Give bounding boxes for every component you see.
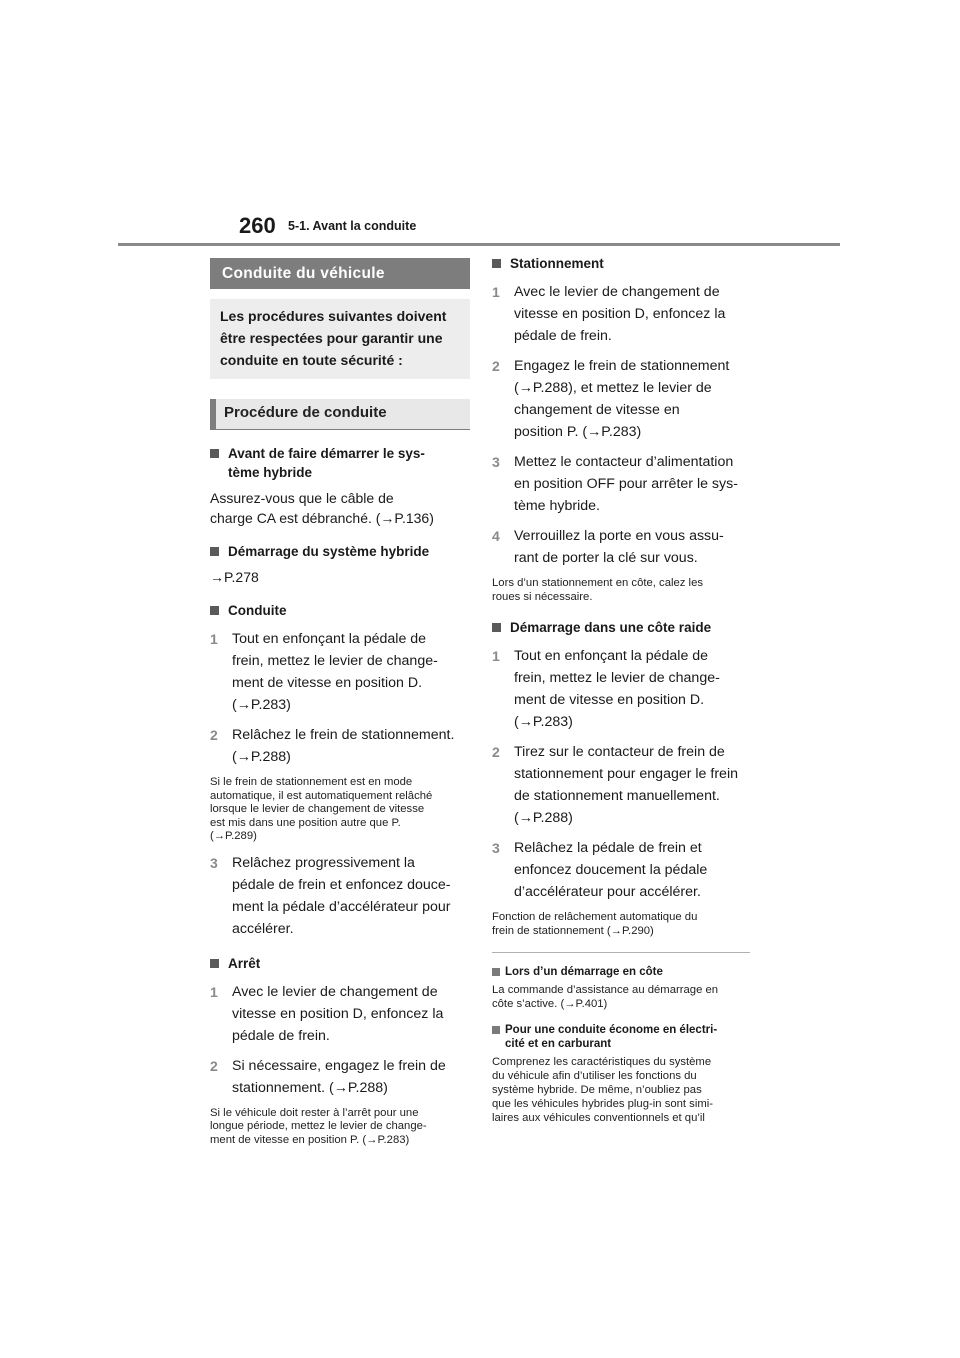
text-line: Verrouillez la porte en vous assu- — [514, 528, 724, 544]
steps-conduite — [210, 628, 470, 768]
text-line: (→P.283) — [232, 697, 291, 713]
text-line: automatique, il est automatiquement relâché — [210, 789, 433, 802]
text-line: être respectées pour garantir une — [220, 330, 443, 346]
step-text — [514, 525, 750, 569]
text-line: cité et en carburant — [505, 1038, 612, 1050]
text-line: accélérer. — [232, 920, 294, 937]
step-item — [210, 981, 470, 1047]
step-text — [232, 981, 470, 1047]
text-line: (→P.283) — [514, 714, 573, 730]
text-line: stationnement. (→P.288) — [232, 1079, 388, 1096]
text-line: frein, mettez le levier de change- — [514, 670, 720, 686]
text-line: Lors d’un stationnement en côte, calez les — [492, 577, 704, 589]
step-item — [492, 281, 750, 347]
step-text — [514, 451, 750, 517]
heading-arret: Arrêt — [210, 954, 470, 973]
step-text — [514, 645, 750, 733]
step-item — [210, 628, 470, 716]
text-line: Si le véhicule doit rester à l’arrêt pour une — [210, 1106, 419, 1119]
step-text — [514, 355, 750, 443]
text-line: Tirez sur le contacteur de frein de — [514, 744, 725, 760]
text-line: (→P.288) — [514, 810, 573, 826]
text-line: Avec le levier de changement de — [514, 284, 720, 300]
text-line: ment la pédale d’accélérateur pour — [232, 898, 451, 915]
paragraph-econome — [492, 1055, 750, 1125]
square-bullet-icon — [210, 547, 219, 556]
square-bullet-icon — [210, 449, 219, 458]
reference-demarrage: →P.278 — [210, 569, 259, 585]
text-line: conduite en toute sécurité : — [220, 352, 403, 368]
text-line: vitesse en position D, enfoncez la — [514, 306, 726, 322]
text-line: du véhicule afin d’utiliser les fonctions du — [492, 1070, 697, 1082]
square-bullet-icon — [492, 968, 500, 976]
step-item — [210, 724, 470, 768]
text-line: ment de vitesse en position P. (→P.283) — [210, 1133, 410, 1146]
step-number: 2 — [210, 1057, 218, 1074]
text-line: charge CA est débranché. (→P.136) — [210, 510, 434, 526]
note-arret — [210, 1107, 470, 1148]
step-text — [514, 837, 750, 903]
step-item — [492, 451, 750, 517]
intro-box — [210, 299, 470, 379]
text-line: vitesse en position D, enfoncez la — [232, 1005, 444, 1022]
divider — [492, 952, 750, 953]
heading-stationnement: Stationnement — [492, 254, 750, 273]
step-number: 4 — [492, 528, 500, 544]
text-line: côte s’active. (→P.401) — [492, 998, 608, 1010]
text-line: pédale de frein. — [232, 1027, 330, 1044]
step-number: 2 — [492, 358, 500, 374]
text-line: est mis dans une position autre que P. — [210, 816, 401, 829]
text-line: en position OFF pour arrêter le sys- — [514, 476, 738, 492]
header-rule — [118, 243, 840, 246]
step-number: 1 — [210, 983, 218, 1000]
paragraph-avant-demarrer — [210, 488, 470, 528]
square-bullet-icon — [210, 606, 219, 615]
note-cote — [492, 911, 750, 938]
subsection-title: Procédure de conduite — [210, 399, 470, 430]
text-line: Fonction de relâchement automatique du — [492, 911, 698, 923]
text-line: Mettez le contacteur d’alimentation — [514, 454, 734, 470]
text-line: laires aux véhicules conventionnels et qu’il — [492, 1112, 705, 1124]
text-line: Avec le levier de changement de — [232, 983, 438, 1000]
step-item — [492, 645, 750, 733]
step-number: 1 — [210, 631, 218, 647]
step-item — [492, 355, 750, 443]
step-text — [232, 628, 470, 716]
text-line: Comprenez les caractéristiques du système — [492, 1056, 712, 1068]
text-line: roues si nécessaire. — [492, 590, 593, 603]
text-line: système hybride. De même, n’oubliez pas — [492, 1084, 702, 1096]
heading-conduite: Conduite — [210, 601, 470, 620]
note-stationnement — [492, 577, 750, 604]
text-line: enfoncez doucement la pédale — [514, 862, 708, 878]
text-line: La commande d’assistance au démarrage en — [492, 984, 719, 996]
step-item — [492, 741, 750, 829]
text-line: ment de vitesse en position D. — [514, 692, 705, 708]
text-line: que les véhicules hybrides plug-in sont simi- — [492, 1098, 714, 1110]
text-line: Si le frein de stationnement est en mode — [210, 776, 413, 788]
square-bullet-icon — [492, 623, 501, 632]
text-line: changement de vitesse en — [514, 402, 680, 418]
square-bullet-icon — [492, 1026, 500, 1034]
text-line: ment de vitesse en position D. — [232, 675, 423, 691]
small-heading-lors-demarrage: Lors d’un démarrage en côte — [492, 965, 750, 979]
left-column — [210, 258, 470, 1147]
steps-cote — [492, 645, 750, 903]
text-line: Pour une conduite économe en électri- — [505, 1024, 718, 1036]
text-line: Relâchez progressivement la — [232, 854, 415, 871]
text-line: frein de stationnement (→P.290) — [492, 924, 654, 937]
text-line: Tout en enfonçant la pédale de — [232, 631, 427, 647]
step-conduite-3 — [210, 852, 470, 940]
text-line: Engagez le frein de stationnement — [514, 358, 730, 374]
step-number: 3 — [492, 454, 500, 470]
steps-stationnement — [492, 281, 750, 569]
text-line: Tout en enfonçant la pédale de — [514, 648, 709, 664]
heading-avant-demarrer — [210, 444, 470, 482]
text-line: Assurez-vous que le câble de — [210, 490, 394, 506]
text-line: frein, mettez le levier de change- — [232, 653, 438, 669]
step-text — [514, 281, 750, 347]
step-text — [514, 741, 750, 829]
text-line: Relâchez le frein de stationnement. — [232, 727, 455, 743]
text-line: position P. (→P.283) — [514, 424, 642, 440]
step-text — [232, 724, 470, 768]
steps-arret — [210, 981, 470, 1099]
text-line: tème hybride. — [514, 498, 600, 514]
heading-cote-raide: Démarrage dans une côte raide — [492, 618, 750, 637]
step-number: 1 — [492, 648, 500, 664]
text-line: Avant de faire démarrer le sys- — [228, 446, 425, 461]
square-bullet-icon — [210, 959, 219, 968]
text-line: rant de porter la clé sur vous. — [514, 550, 698, 566]
step-number: 3 — [210, 854, 218, 871]
text-line: d’accélérateur pour accélérer. — [514, 884, 701, 900]
text-line: stationnement pour engager le frein — [514, 766, 738, 782]
step-item — [492, 837, 750, 903]
page-number: 260 — [239, 213, 276, 238]
text-line: longue période, mettez le levier de change- — [210, 1120, 427, 1132]
text-line: Relâchez la pédale de frein et — [514, 840, 702, 856]
text-line: pédale de frein et enfoncez douce- — [232, 876, 451, 893]
text-line: Les procédures suivantes doivent — [220, 308, 447, 324]
text-line: tème hybride — [228, 465, 313, 480]
text-line: lorsque le levier de changement de vitesse — [210, 803, 425, 815]
text-line: (→P.288), et mettez le levier de — [514, 380, 712, 396]
text-line: pédale de frein. — [514, 328, 612, 344]
note-conduite — [210, 776, 470, 844]
section-title-bar: Conduite du véhicule — [210, 258, 470, 289]
text-line: Si nécessaire, engagez le frein de — [232, 1057, 446, 1074]
step-number: 2 — [492, 744, 500, 760]
text-line: de stationnement manuellement. — [514, 788, 720, 804]
step-item — [492, 525, 750, 569]
text-line: (→P.288) — [232, 749, 291, 765]
step-number: 1 — [492, 284, 500, 300]
small-heading-econome — [492, 1023, 750, 1051]
step-item — [210, 1055, 470, 1099]
square-bullet-icon — [492, 259, 501, 268]
text-line: (→P.289) — [210, 830, 257, 842]
heading-demarrage: Démarrage du système hybride — [210, 542, 470, 561]
step-number: 2 — [210, 727, 218, 743]
step-text — [232, 1055, 470, 1099]
right-column — [492, 254, 750, 1125]
section-header: 5-1. Avant la conduite — [288, 219, 417, 233]
step-number: 3 — [492, 840, 500, 856]
paragraph-lors-demarrage — [492, 983, 750, 1011]
